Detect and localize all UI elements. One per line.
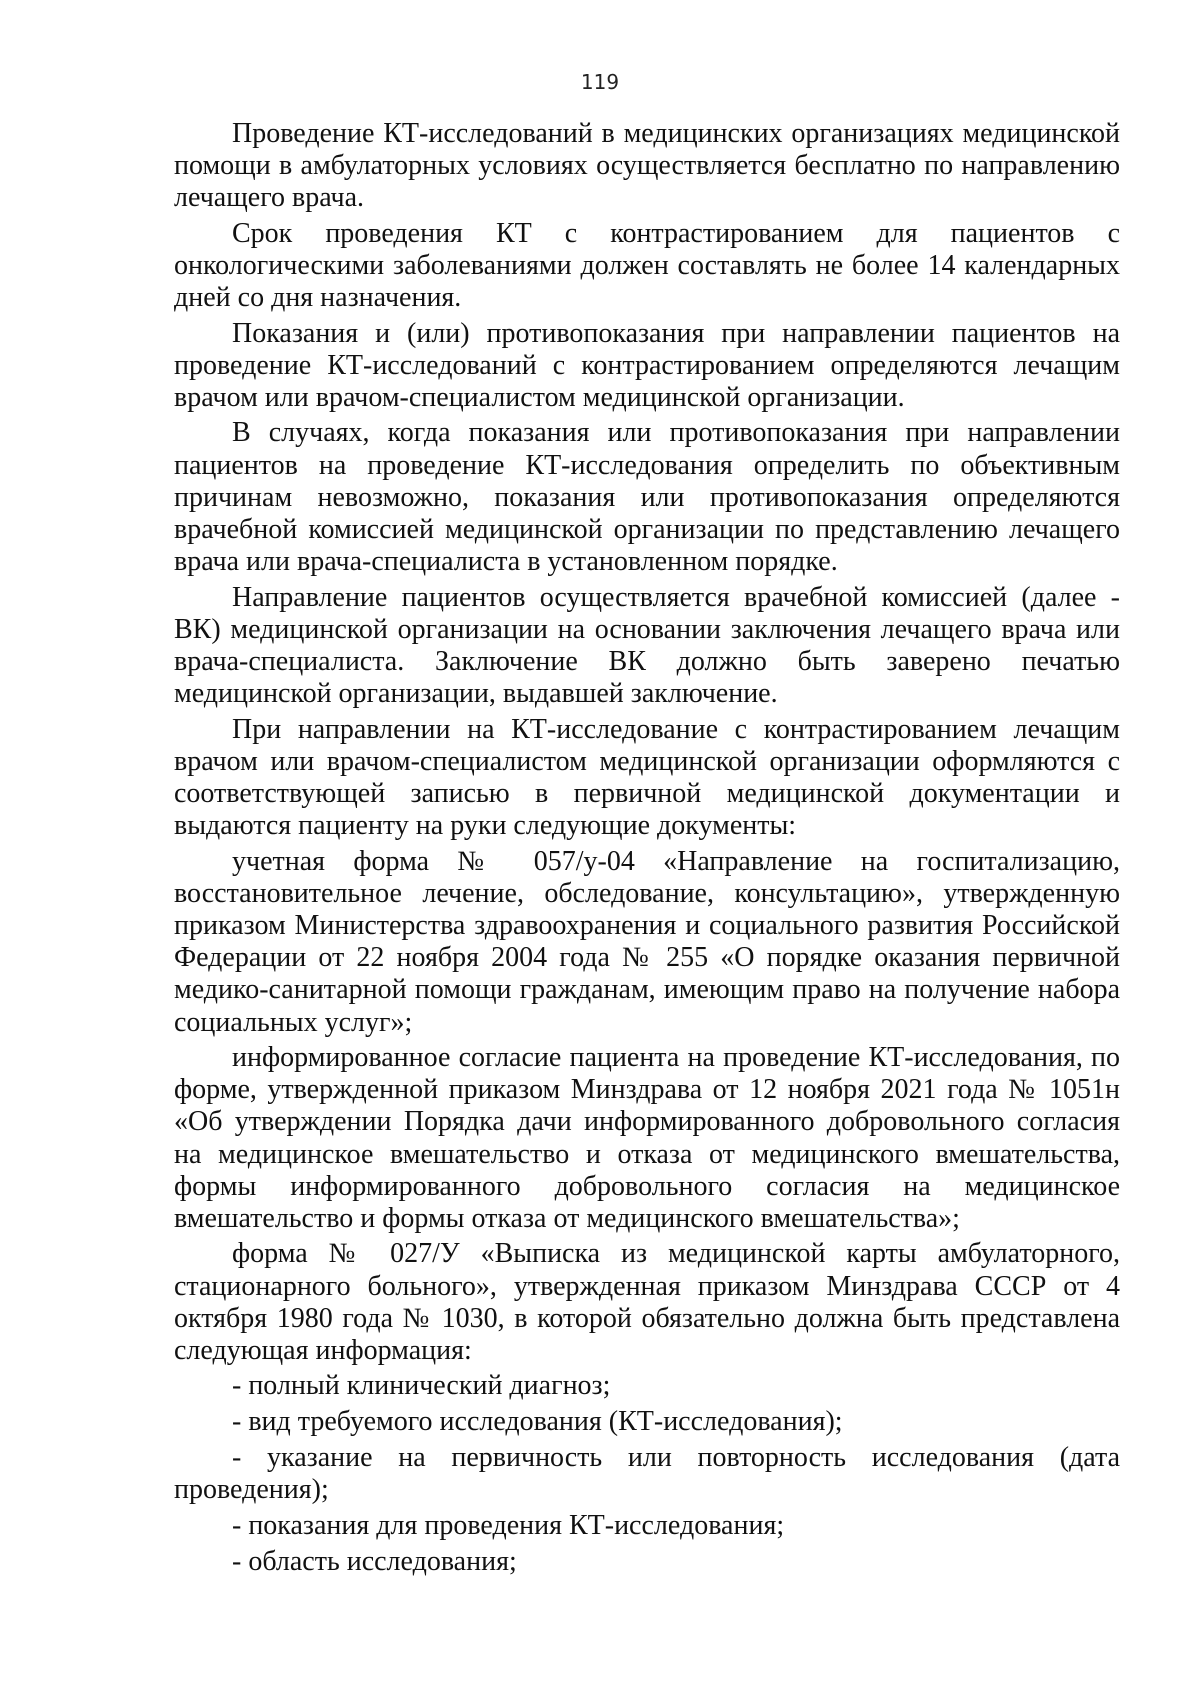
list-item: - показания для проведения КТ-исследования; — [232, 1510, 785, 1541]
paragraph: форма № 027/У «Выписка из медицинской карты амбулаторного, стационарного больного», утвержденная приказом Минздрава СССР от 4 октября 1980 года № 1030, в которой обязательно должна быть представлена следующая информация: — [174, 1238, 1120, 1367]
document-body — [174, 118, 1120, 1582]
list-item: - область исследования; — [232, 1545, 517, 1577]
paragraph: Показания и (или) противопоказания при направлении пациентов на проведение КТ-исследований с контрастированием определяются лечащим врачом или врачом-специалистом медицинской организации. — [174, 317, 1120, 413]
list-item: - указание на первичность или повторность исследования (дата проведения); — [174, 1442, 1120, 1506]
paragraph: В случаях, когда показания или противопоказания при направлении пациентов на проведение КТ-исследования определить по объективным причинам невозможно, показания или противопоказания определяются врачебной комиссией медицинской организации по представлению лечащего врача или врача-специалиста в установленном порядке. — [174, 417, 1120, 578]
list-item: - вид требуемого исследования (КТ-исследования); — [232, 1406, 843, 1438]
paragraph: информированное согласие пациента на проведение КТ-исследования, по форме, утвержденной приказом Минздрава от 12 ноября 2021 года № 1051н «Об утверждении Порядка дачи информированного добровольного согласия на медицинское вмешательство и отказа от медицинского вмешательства, формы информированного добровольного согласия на медицинское вмешательство и формы отказа от медицинского вмешательства»; — [174, 1042, 1120, 1235]
list-item: - полный клинический диагноз; — [232, 1370, 611, 1402]
paragraph: При направлении на КТ-исследование с контрастированием лечащим врачом или врачом-специалистом медицинской организации оформляются с соответствующей записью в первичной медицинской документации и выдаются пациенту на руки следующие документы: — [174, 713, 1120, 842]
paragraph: Срок проведения КТ с контрастированием для пациентов с онкологическими заболеваниями должен составлять не более 14 календарных дней со дня назначения. — [174, 217, 1120, 314]
paragraph: учетная форма № 057/у-04 «Направление на госпитализацию, восстановительное лечение, обследование, консультацию», утвержденную приказом Министерства здравоохранения и социального развития Российской Федерации от 22 ноября 2004 года № 255 «О порядке оказания первичной медико-санитарной помощи гражданам, имеющим право на получение набора социальных услуг»; — [174, 845, 1120, 1038]
paragraph: Проведение КТ-исследований в медицинских организациях медицинской помощи в амбулаторных условиях осуществляется бесплатно по направлению лечащего врача. — [174, 118, 1120, 214]
page-number: 119 — [580, 70, 620, 94]
paragraph: Направление пациентов осуществляется врачебной комиссией (далее - ВК) медицинской организации на основании заключения лечащего врача или врача-специалиста. Заключение ВК должно быть заверено печатью медицинской организации, выдавшей заключение. — [174, 581, 1120, 710]
